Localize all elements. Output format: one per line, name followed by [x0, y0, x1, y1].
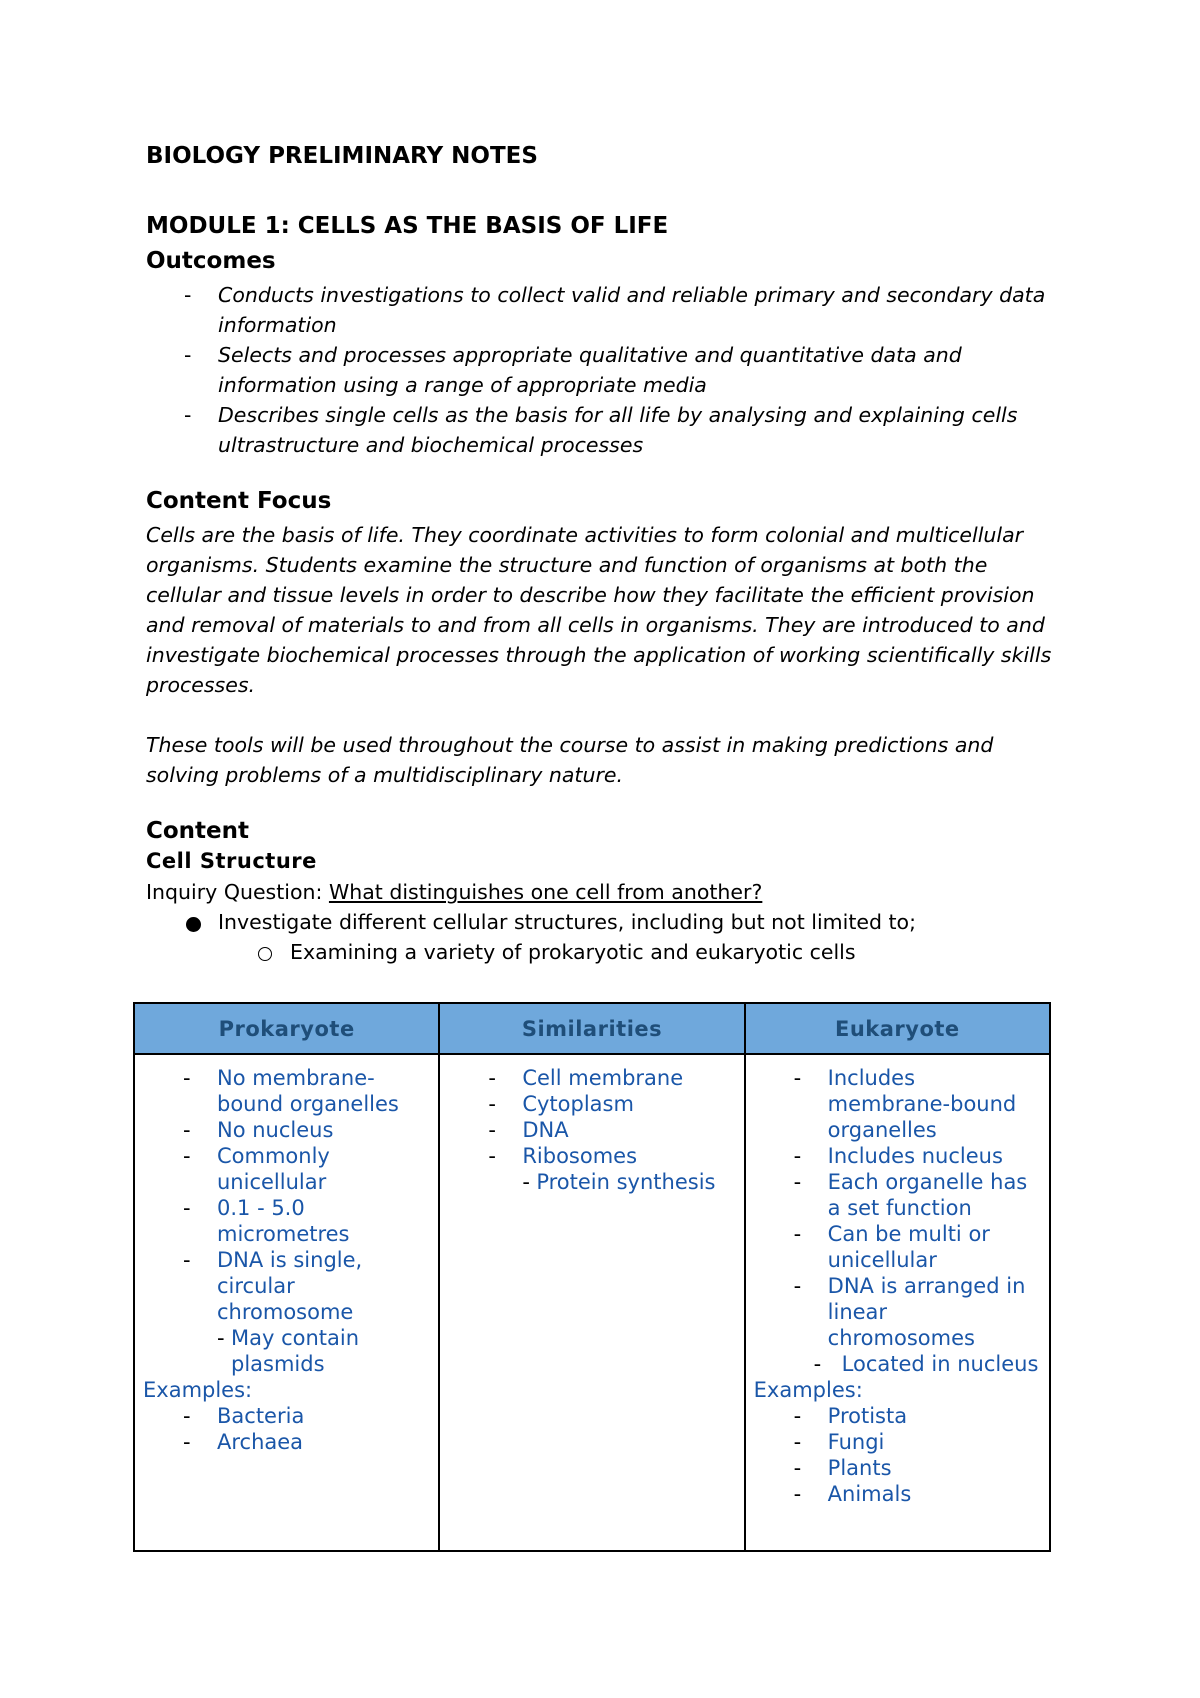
sub-bullet-text: Examining a variety of prokaryotic and eukaryotic cells [290, 940, 856, 964]
list-item: - Each organelle has a set function [754, 1169, 1041, 1221]
content-heading: Content [146, 818, 250, 844]
list-item: - No membrane-bound organelles [143, 1065, 430, 1117]
outcome-item: - Selects and processes appropriate qualitative and quantitative data and information using a range of appropriate media [146, 340, 1046, 400]
examples-label: Examples: [143, 1378, 253, 1402]
list-item: - Commonly unicellular [143, 1143, 430, 1195]
header-similarities: Similarities [439, 1003, 744, 1054]
prokaryote-list [143, 1065, 430, 1377]
cell-structure-heading: Cell Structure [146, 849, 317, 873]
outcome-item: - Describes single cells as the basis for all life by analysing and explaining cells ultrastructure and biochemical processes [146, 400, 1046, 460]
filled-bullet-icon [186, 917, 201, 932]
sub-list-item [143, 1325, 430, 1377]
similarities-list [448, 1065, 735, 1195]
list-item: - Bacteria [143, 1403, 430, 1429]
inquiry-question [146, 880, 762, 904]
similarities-cell [439, 1054, 744, 1551]
list-item: - 0.1 - 5.0 micrometres [143, 1195, 430, 1247]
dash-icon: - [522, 1170, 530, 1194]
list-item: - Ribosomes [448, 1143, 735, 1169]
prokaryote-examples [143, 1403, 430, 1455]
list-item: - DNA [448, 1117, 735, 1143]
bullet-text: Investigate different cellular structures, including but not limited to; [218, 910, 916, 934]
list-item: - No nucleus [143, 1117, 430, 1143]
outcome-item: - Conducts investigations to collect valid and reliable primary and secondary data information [146, 280, 1046, 340]
eukaryote-cell [745, 1054, 1050, 1551]
table-row [134, 1054, 1050, 1551]
header-eukaryote: Eukaryote [745, 1003, 1050, 1054]
module-title: MODULE 1: CELLS AS THE BASIS OF LIFE [146, 213, 669, 239]
content-focus-paragraph: Cells are the basis of life. They coordinate activities to form colonial and multicellular organisms. Students examine the structure and function of organisms at both the cellular and tissue levels in order to describe how they facilitate the efficient provision and removal of materials to and from all cells in organisms. They are introduced to and investigate biochemical processes through the application of working scientifically skills processes. [146, 523, 1052, 697]
sub-list-text: Protein synthesis [536, 1170, 716, 1194]
prokaryote-cell [134, 1054, 439, 1551]
outcomes-heading: Outcomes [146, 248, 276, 274]
list-item: - DNA is arranged in linear chromosomes [754, 1273, 1041, 1351]
hollow-bullet-icon [258, 947, 272, 961]
eukaryote-examples [754, 1403, 1041, 1507]
list-item: - Can be multi or unicellular [754, 1221, 1041, 1273]
outcomes-list [146, 280, 1046, 460]
content-focus-heading: Content Focus [146, 488, 332, 514]
sub-list-text: May contain plasmids [231, 1326, 360, 1376]
dash-icon: - [217, 1326, 225, 1350]
list-item: - Includes membrane-bound organelles [754, 1065, 1041, 1143]
list-item: - Archaea [143, 1429, 430, 1455]
table-header-row [134, 1003, 1050, 1054]
eukaryote-list [754, 1065, 1041, 1377]
examples-label: Examples: [753, 1378, 863, 1402]
sub-list-item [448, 1169, 735, 1195]
list-item: - Protista [754, 1403, 1041, 1429]
list-item: - Animals [754, 1481, 1041, 1507]
list-item: - DNA is single, circular chromosome [143, 1247, 430, 1325]
list-item: - Includes nucleus [754, 1143, 1041, 1169]
list-item: - Plants [754, 1455, 1041, 1481]
list-item: - Fungi [754, 1429, 1041, 1455]
list-item: - Cell membrane [448, 1065, 735, 1091]
inquiry-label: Inquiry Question: [146, 880, 329, 904]
cell-comparison-table [133, 1002, 1051, 1552]
document-title: BIOLOGY PRELIMINARY NOTES [146, 143, 538, 169]
sub-list-item: - Located in nucleus [754, 1351, 1041, 1377]
list-item: - Cytoplasm [448, 1091, 735, 1117]
inquiry-question-text: What distinguishes one cell from another? [328, 880, 763, 904]
header-prokaryote: Prokaryote [134, 1003, 439, 1054]
content-focus-paragraph-2: These tools will be used throughout the course to assist in making predictions and solving problems of a multidisciplinary nature. [146, 733, 994, 787]
